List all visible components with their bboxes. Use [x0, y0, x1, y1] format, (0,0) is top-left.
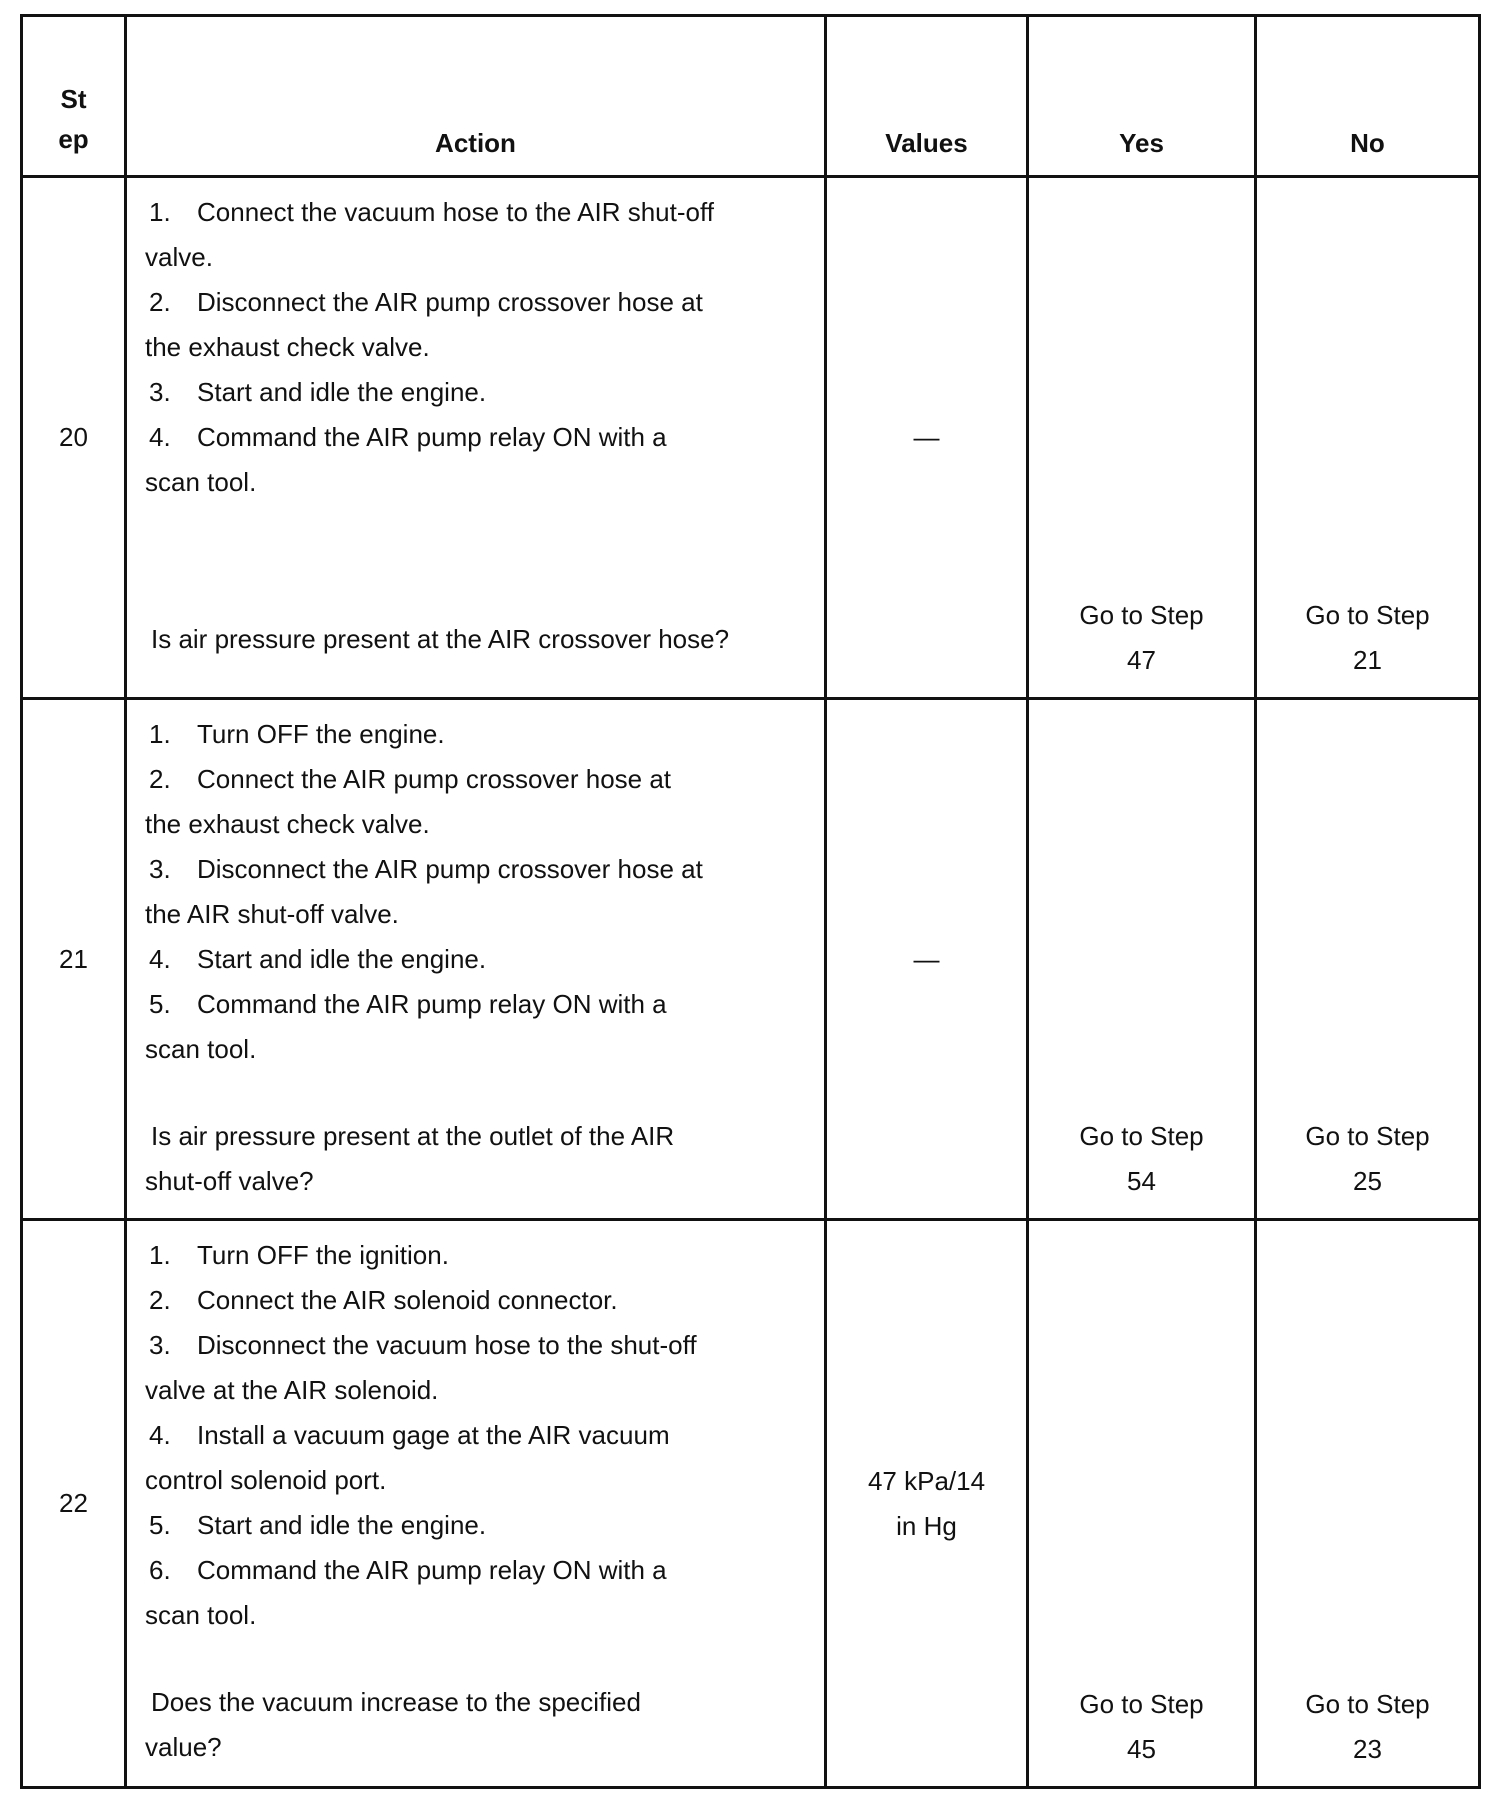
- value-text-line2: in Hg: [896, 1510, 957, 1541]
- values-cell: [826, 177, 1028, 699]
- action-item-cont: valve.: [145, 242, 213, 272]
- action-item: 3. Disconnect the vacuum hose to the shut-off: [149, 1330, 697, 1360]
- action-item: 4. Install a vacuum gage at the AIR vacuum: [149, 1420, 670, 1450]
- action-item: 4. Command the AIR pump relay ON with a: [149, 422, 667, 452]
- header-action: Action: [126, 16, 826, 177]
- header-values: Values: [826, 16, 1028, 177]
- yes-label: Go to Step: [1079, 600, 1204, 630]
- action-item: 2. Connect the AIR pump crossover hose at: [149, 764, 672, 794]
- no-label: Go to Step: [1305, 600, 1430, 630]
- action-cell: [126, 177, 826, 699]
- header-step: [22, 16, 126, 177]
- question-text-cont: value?: [145, 1732, 222, 1762]
- yes-label: Go to Step: [1079, 1689, 1204, 1719]
- header-step-line2: ep: [58, 124, 89, 154]
- action-item-cont: the exhaust check valve.: [145, 809, 430, 839]
- question-text: Is air pressure present at the outlet of the AIR: [151, 1121, 675, 1151]
- values-cell: [826, 699, 1028, 1220]
- action-item: 1. Turn OFF the engine.: [149, 719, 445, 749]
- action-cell: [126, 1220, 826, 1788]
- action-item-cont: valve at the AIR solenoid.: [145, 1375, 439, 1405]
- no-cell: [1256, 699, 1480, 1220]
- step-number: 20: [22, 177, 126, 699]
- step-number: 21: [22, 699, 126, 1220]
- yes-step: 45: [1127, 1734, 1156, 1764]
- yes-cell: [1028, 1220, 1256, 1788]
- action-item-cont: scan tool.: [145, 1600, 257, 1630]
- diagnostic-table: [20, 14, 1481, 1789]
- action-item: 2. Disconnect the AIR pump crossover hose at: [149, 287, 703, 317]
- table-row: [22, 699, 1480, 1220]
- question-text: Is air pressure present at the AIR crossover hose?: [151, 624, 730, 654]
- value-text: 47 kPa/14: [867, 1465, 986, 1496]
- no-label: Go to Step: [1305, 1121, 1430, 1151]
- value-text: —: [913, 422, 940, 452]
- action-item: 4. Start and idle the engine.: [149, 944, 487, 974]
- action-item-cont: the exhaust check valve.: [145, 332, 430, 362]
- yes-label: Go to Step: [1079, 1121, 1204, 1151]
- header-yes: Yes: [1028, 16, 1256, 177]
- yes-step: 54: [1127, 1166, 1156, 1196]
- yes-cell: [1028, 177, 1256, 699]
- action-item-cont: scan tool.: [145, 467, 257, 497]
- question-text: Does the vacuum increase to the specified: [151, 1687, 641, 1717]
- action-item: 3. Disconnect the AIR pump crossover hose at: [149, 854, 703, 884]
- action-item: 5. Start and idle the engine.: [149, 1510, 487, 1540]
- action-cell: [126, 699, 826, 1220]
- no-label: Go to Step: [1305, 1689, 1430, 1719]
- no-step: 25: [1353, 1166, 1382, 1196]
- action-item-cont: the AIR shut-off valve.: [145, 899, 399, 929]
- action-item: 1. Connect the vacuum hose to the AIR shut-off: [149, 197, 714, 227]
- action-item: 6. Command the AIR pump relay ON with a: [149, 1555, 667, 1585]
- action-item: 1. Turn OFF the ignition.: [149, 1240, 449, 1270]
- action-item: 2. Connect the AIR solenoid connector.: [149, 1285, 618, 1315]
- no-cell: [1256, 177, 1480, 699]
- no-step: 23: [1353, 1734, 1382, 1764]
- header-no: No: [1256, 16, 1480, 177]
- action-item-cont: control solenoid port.: [145, 1465, 387, 1495]
- table-row: [22, 177, 1480, 699]
- table-row: [22, 1220, 1480, 1788]
- value-text: —: [913, 943, 940, 974]
- action-item: 3. Start and idle the engine.: [149, 377, 487, 407]
- no-cell: [1256, 1220, 1480, 1788]
- yes-step: 47: [1127, 645, 1156, 675]
- header-row: [22, 16, 1480, 177]
- values-cell: [826, 1220, 1028, 1788]
- yes-cell: [1028, 699, 1256, 1220]
- action-item: 5. Command the AIR pump relay ON with a: [149, 989, 667, 1019]
- step-number: 22: [22, 1220, 126, 1788]
- question-text-cont: shut-off valve?: [145, 1166, 314, 1196]
- action-item-cont: scan tool.: [145, 1034, 257, 1064]
- no-step: 21: [1353, 645, 1382, 675]
- header-step-line1: St: [60, 84, 87, 114]
